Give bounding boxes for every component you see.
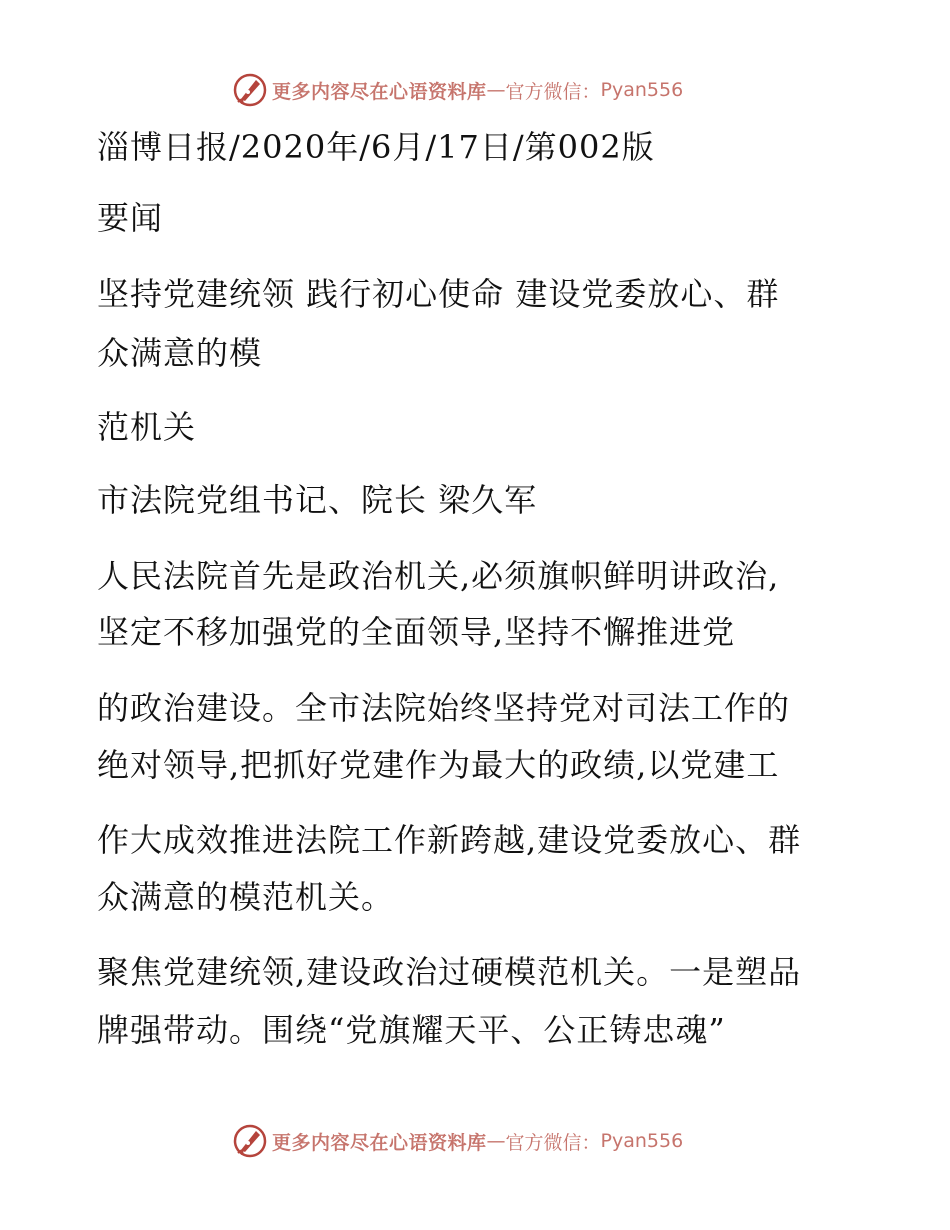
article-headline-line-1: 坚持党建统领 践行初心使命 建设党委放心、群 (97, 275, 780, 313)
watermark-brand: 更多内容尽在心语资料库 (272, 1131, 487, 1154)
watermark-account: Pyan556 (600, 1130, 684, 1152)
watermark-banner-bottom (232, 1121, 683, 1161)
watermark-brand: 更多内容尽在心语资料库 (272, 80, 487, 103)
watermark-separator: — (486, 79, 506, 101)
article-headline-line-2: 众满意的模 (97, 334, 263, 372)
article-paragraph-line: 牌强带动。围绕“党旗耀天平、公正铸忠魂” (97, 1011, 726, 1049)
watermark-contact-label: 官方微信： (505, 80, 601, 103)
article-dateline: 淄博日报/2020年/6月/17日/第002版 (97, 128, 655, 166)
article-paragraph-line: 绝对领导,把抓好党建作为最大的政绩,以党建工 (97, 746, 780, 784)
watermark-separator: — (486, 1130, 506, 1152)
article-paragraph-line: 作大成效推进法院工作新跨越,建设党委放心、群 (97, 821, 802, 859)
watermark-banner-top (232, 70, 683, 110)
watermark-account: Pyan556 (600, 79, 684, 101)
article-paragraph-line: 众满意的模范机关。 (97, 878, 395, 916)
watermark-contact-label: 官方微信： (505, 1131, 601, 1154)
article-paragraph-line: 的政治建设。全市法院始终坚持党对司法工作的 (97, 689, 791, 727)
article-paragraph-line: 人民法院首先是政治机关,必须旗帜鲜明讲政治, (97, 557, 780, 595)
article-paragraph-line: 坚定不移加强党的全面领导,坚持不懈推进党 (97, 613, 736, 651)
pen-nib-logo-icon (232, 72, 268, 108)
article-paragraph-line: 聚焦党建统领,建设政治过硬模范机关。一是塑品 (97, 953, 802, 991)
pen-nib-logo-icon (232, 1123, 268, 1159)
article-byline: 市法院党组书记、院长 梁久军 (97, 481, 538, 519)
article-headline-line-3: 范机关 (97, 408, 197, 446)
article-section: 要闻 (97, 199, 164, 237)
